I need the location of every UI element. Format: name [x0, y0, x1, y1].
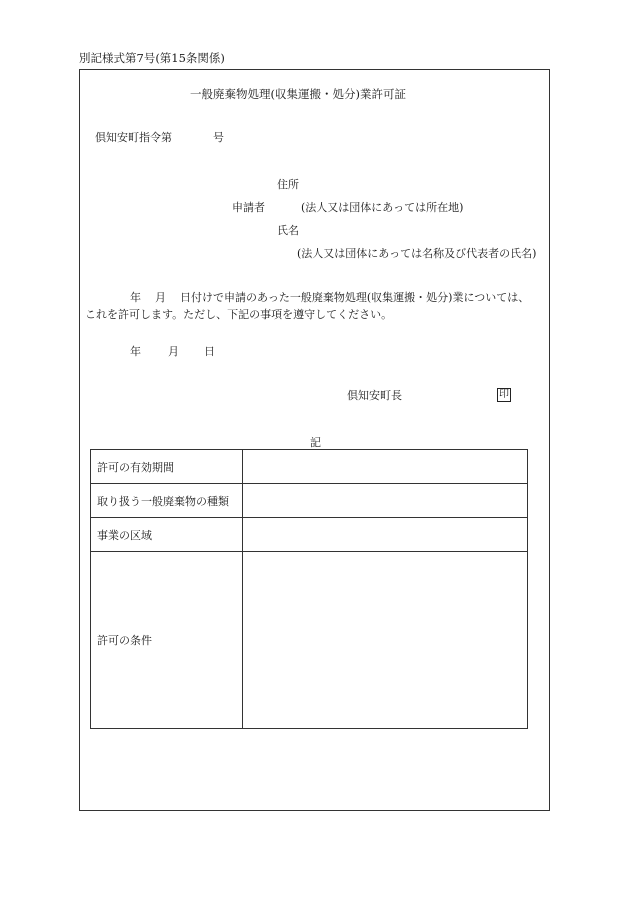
applicant-label: 申請者 — [232, 201, 265, 214]
document-title: 一般廃棄物処理(収集運搬・処分)業許可証 — [190, 87, 406, 101]
table-row — [91, 518, 528, 552]
seal-mark: 印 — [499, 389, 509, 400]
name-note: (法人又は団体にあっては名称及び代表者の氏名) — [297, 247, 537, 260]
body-text-line-1 — [130, 292, 529, 303]
row-value-permit-conditions — [243, 552, 528, 729]
ki-heading: 記 — [310, 436, 321, 449]
body-year: 年 — [130, 291, 141, 304]
row-label-permit-conditions: 許可の条件 — [91, 552, 243, 729]
body-line-1-rest: 日付けで申請のあった一般廃棄物処理(収集運搬・処分)業については、 — [180, 291, 530, 304]
row-value-validity-period — [243, 450, 528, 484]
conditions-table — [90, 449, 528, 729]
row-label-business-area: 事業の区域 — [91, 518, 243, 552]
address-note: (法人又は団体にあっては所在地) — [301, 201, 464, 214]
row-label-waste-type: 取り扱う一般廃棄物の種類 — [91, 484, 243, 518]
row-label-validity-period: 許可の有効期間 — [91, 450, 243, 484]
name-label: 氏名 — [277, 224, 299, 237]
issue-date — [130, 346, 215, 357]
table-row — [91, 484, 528, 518]
issue-date-day: 日 — [204, 345, 215, 358]
issue-date-year: 年 — [130, 345, 141, 358]
permit-number-prefix: 倶知安町指令第 — [95, 131, 172, 144]
table-row — [91, 450, 528, 484]
issue-date-month: 月 — [168, 345, 179, 358]
table-row — [91, 552, 528, 729]
row-value-waste-type — [243, 484, 528, 518]
row-value-business-area — [243, 518, 528, 552]
body-text-line-2: これを許可します。ただし、下記の事項を遵守してください。 — [85, 308, 393, 321]
form-number-label: 別記様式第7号(第15条関係) — [79, 51, 225, 65]
permit-number-suffix: 号 — [213, 131, 224, 144]
body-month: 月 — [155, 291, 166, 304]
issuer-name: 倶知安町長 — [347, 389, 402, 402]
address-label: 住所 — [277, 178, 299, 191]
